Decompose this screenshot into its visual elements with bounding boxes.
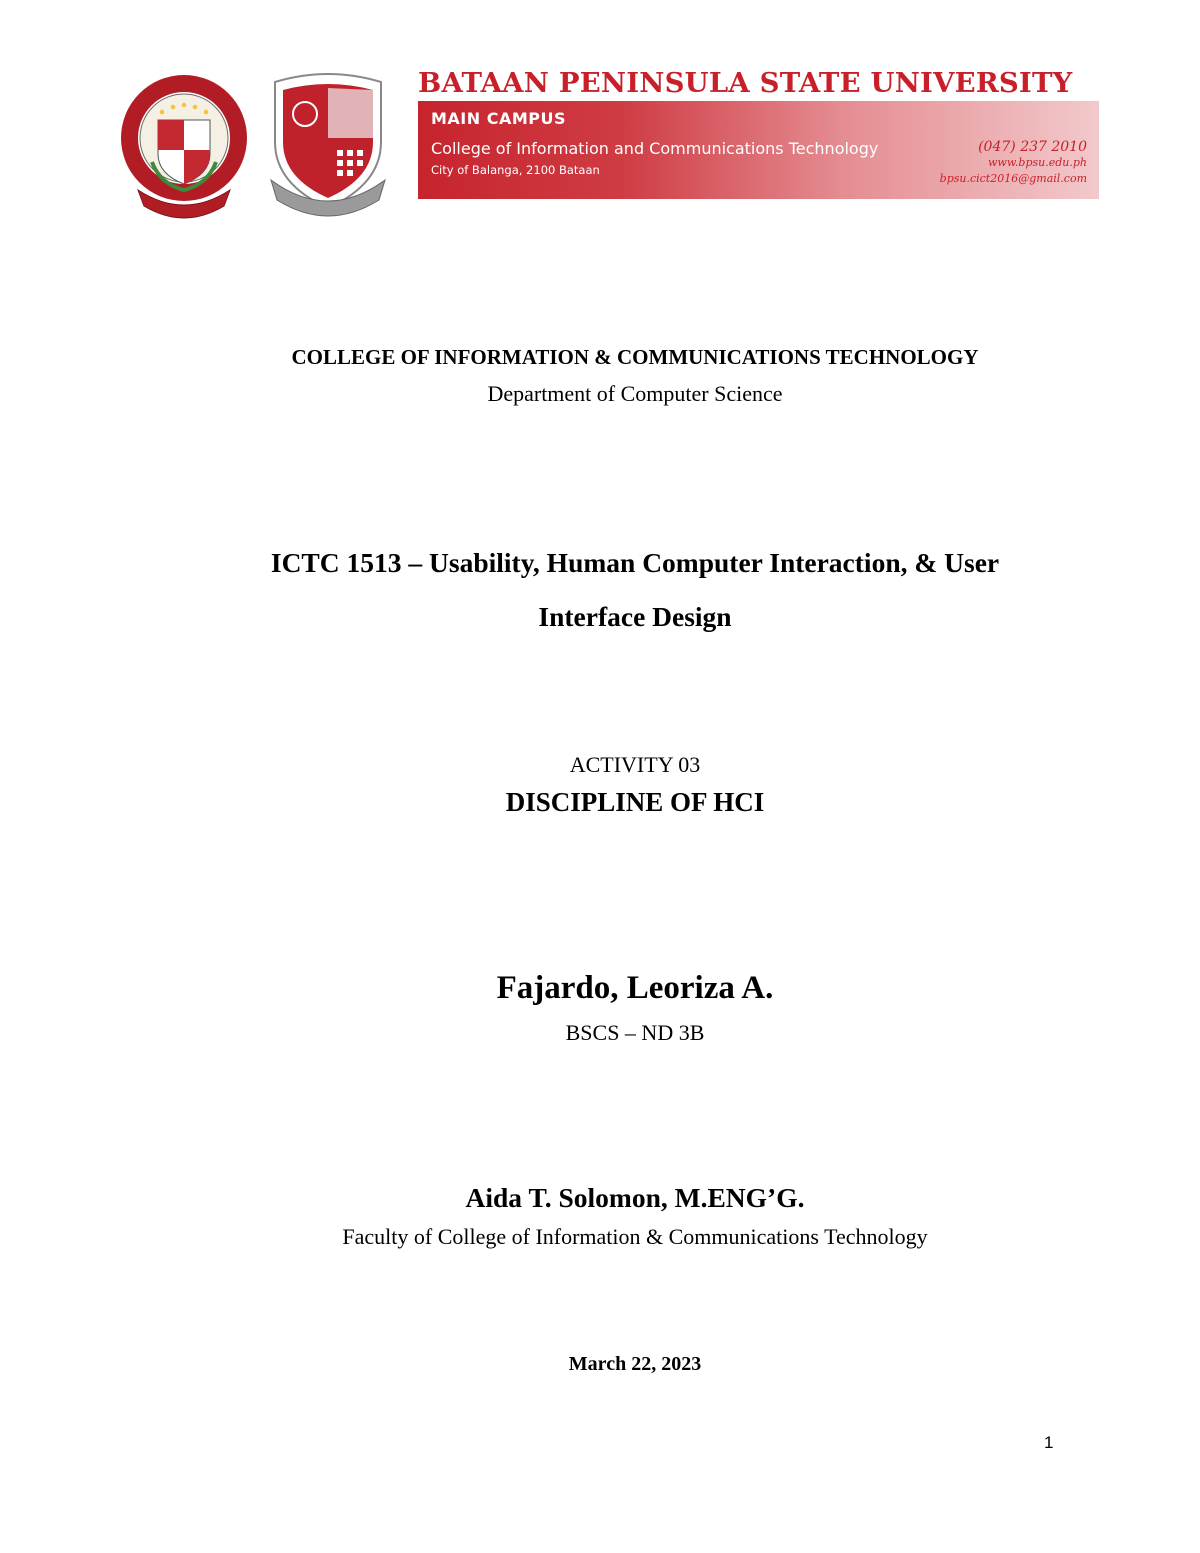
department-label: Department of Computer Science — [487, 381, 783, 406]
website-link[interactable]: www.bpsu.edu.ph — [987, 156, 1087, 169]
activity-number: ACTIVITY 03 — [569, 752, 701, 777]
phone-number: (047) 237 2010 — [978, 139, 1087, 155]
university-name: BATAAN PENINSULA STATE UNIVERSITY — [418, 67, 1073, 99]
instructor-name: Aida T. Solomon, M.ENG’G. — [465, 1182, 805, 1213]
course-title-line2: Interface Design — [538, 601, 732, 632]
header-banner — [418, 101, 1099, 199]
submission-date: March 22, 2023 — [568, 1353, 702, 1375]
campus-label: MAIN CAMPUS — [431, 109, 567, 128]
instructor-role: Faculty of College of Information & Communications Technology — [342, 1224, 928, 1249]
college-heading: COLLEGE OF INFORMATION & COMMUNICATIONS TECHNOLOGY — [291, 345, 979, 369]
course-title-line1: ICTC 1513 – Usability, Human Computer Interaction, & User — [270, 547, 1000, 578]
student-section: BSCS – ND 3B — [565, 1020, 705, 1045]
college-label: College of Information and Communications Technology — [431, 139, 879, 158]
address-label: City of Balanga, 2100 Bataan — [431, 163, 600, 177]
page-number: 1 — [1044, 1433, 1054, 1452]
activity-title: DISCIPLINE OF HCI — [505, 787, 765, 817]
contact-block — [940, 139, 1087, 187]
university-seal-icon — [118, 72, 250, 224]
student-name: Fajardo, Leoriza A. — [496, 970, 774, 1006]
college-seal-icon — [265, 72, 391, 217]
email-link[interactable]: bpsu.cict2016@gmail.com — [939, 172, 1087, 185]
